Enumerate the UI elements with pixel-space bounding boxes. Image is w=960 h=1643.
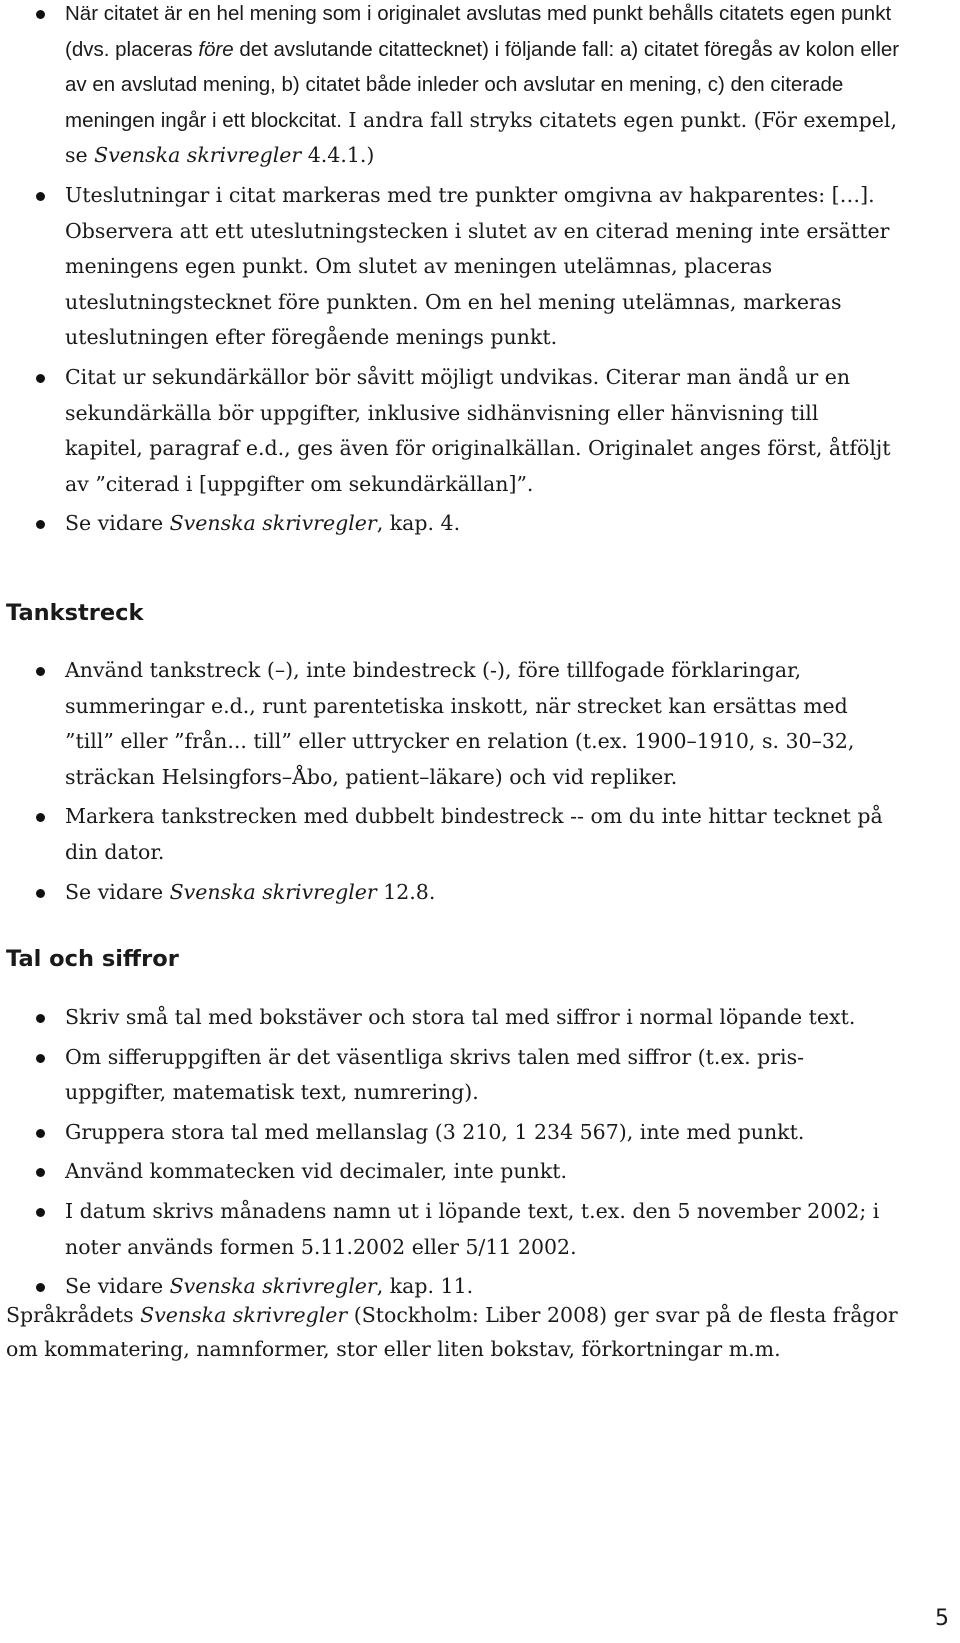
bullet-icon: [36, 1168, 45, 1177]
bullet-icon: [36, 1054, 45, 1063]
citat-item-text: 4.4.1.): [301, 143, 375, 168]
citat-item-text: det avslutande citattecknet) i följande fall: a) citatet föregås av kolon eller av en avslutad mening, b) citatet både inleder och avslutar en mening, c) den citerade meningen ingår i ett blockcitat.: [65, 37, 900, 132]
tal-item-text: Skriv små tal med bokstäver och stora tal med siffror i normal löpande text.: [65, 1005, 856, 1029]
list-item: [0, 799, 960, 870]
list-item: [0, 1040, 960, 1111]
tankstreck-item-text: 12.8.: [376, 879, 436, 904]
citat-item-text: Citat ur sekundärkällor bör såvitt möjligt undvikas. Citerar man ändå ur en sekundärkälla bör uppgifter, inklusive sidhänvisning eller hänvisning till kapitel, paragraf e.d., ges även för originalkällan. Originalet anges först, åtföljt av ”citerad i [uppgifter om sekundärkällan]”.: [65, 364, 891, 496]
reference-title: Svenska skrivregler: [169, 511, 377, 536]
tal-bullet-list: [0, 1000, 960, 1309]
list-item: [0, 0, 960, 174]
bullet-icon: [36, 10, 45, 19]
bullet-icon: [36, 374, 45, 383]
section-heading-tal-och-siffror: Tal och siffror: [6, 946, 179, 972]
tankstreck-item-text: Markera tankstrecken med dubbelt bindestreck -- om du inte hittar tecknet på din dator.: [65, 804, 883, 864]
bullet-icon: [36, 889, 45, 898]
tal-item-text: Gruppera stora tal med mellanslag (3 210, 1 234 567), inte med punkt.: [65, 1119, 805, 1144]
tankstreck-item-text: Se vidare: [65, 879, 170, 904]
bullet-icon: [36, 1129, 45, 1138]
section-heading-tankstreck: Tankstreck: [6, 600, 144, 626]
bullet-icon: [36, 192, 45, 201]
reference-title: Svenska skrivregler: [169, 1274, 377, 1299]
bullet-icon: [36, 1208, 45, 1217]
list-item: [0, 1154, 960, 1190]
bullet-icon: [36, 667, 45, 676]
list-item: [0, 1194, 960, 1265]
reference-title: Svenska skrivregler: [94, 143, 302, 168]
tal-item-text: Se vidare: [65, 1274, 170, 1299]
tal-item-text: , kap. 11.: [376, 1274, 474, 1299]
tal-item-text: I datum skrivs månadens namn ut i löpande text, t.ex. den 5 november 2002; i noter används formen 5.11.2002 eller 5/11 2002.: [65, 1198, 880, 1259]
tal-item-text: Om sifferuppgiften är det väsentliga skrivs talen med siffror (t.ex. pris-uppgifter, matematisk text, numrering).: [65, 1044, 805, 1105]
list-item: [0, 360, 960, 502]
citat-item-text: Se vidare: [65, 511, 170, 536]
list-item: [0, 875, 960, 911]
citat-bullet-list: [0, 0, 960, 546]
tankstreck-bullet-list: [0, 653, 960, 914]
closing-paragraph: [6, 1298, 906, 1366]
emphasis-text: före: [198, 37, 234, 61]
reference-title: Svenska skrivregler: [169, 879, 377, 904]
bullet-icon: [36, 1014, 45, 1023]
reference-title: Svenska skrivregler: [140, 1303, 348, 1327]
page-number: 5: [935, 1606, 949, 1631]
citat-item-text: Uteslutningar i citat markeras med tre punkter omgivna av hakparentes: […]. Observera att ett uteslutningstecken i slutet av en citerad mening inte ersätter meningens egen punkt. Om slutet av meningen utelämnas, placeras uteslutningstecknet före punkten. Om en hel mening utelämnas, markeras uteslutningen efter föregående menings punkt.: [65, 182, 890, 350]
tal-item-text: Använd kommatecken vid decimaler, inte punkt.: [65, 1159, 567, 1184]
bullet-icon: [36, 813, 45, 822]
list-item: [0, 653, 960, 795]
bullet-icon: [36, 1283, 45, 1292]
citat-item-text: , kap. 4.: [376, 511, 461, 536]
list-item: [0, 1000, 960, 1036]
citat-item-text: I andra fall stryks citatets egen punkt. (För exempel, se: [65, 107, 897, 168]
tankstreck-item-text: Använd tankstreck (–), inte bindestreck (-), före tillfogade förklaringar, summeringar e.d., runt parentetiska inskott, när strecket kan ersättas med ”till” eller ”från... till” eller uttrycker en relation (t.ex. 1900–1910, s. 30–32, sträckan Helsingfors–Åbo, patient–läkare) och vid repliker.: [65, 658, 855, 789]
list-item: [0, 178, 960, 356]
closing-text: Språkrådets: [6, 1303, 141, 1327]
list-item: [0, 1115, 960, 1151]
closing-text: (Stockholm: Liber 2008) ger svar på de flesta frågor om kommatering, namnformer, stor eller liten bokstav, förkortningar m.m.: [6, 1303, 898, 1361]
bullet-icon: [36, 520, 45, 529]
citat-item-text: När citatet är en hel mening som i originalet avslutas med punkt behålls citatets egen punkt (dvs. placeras: [65, 2, 892, 61]
list-item: [0, 506, 960, 542]
